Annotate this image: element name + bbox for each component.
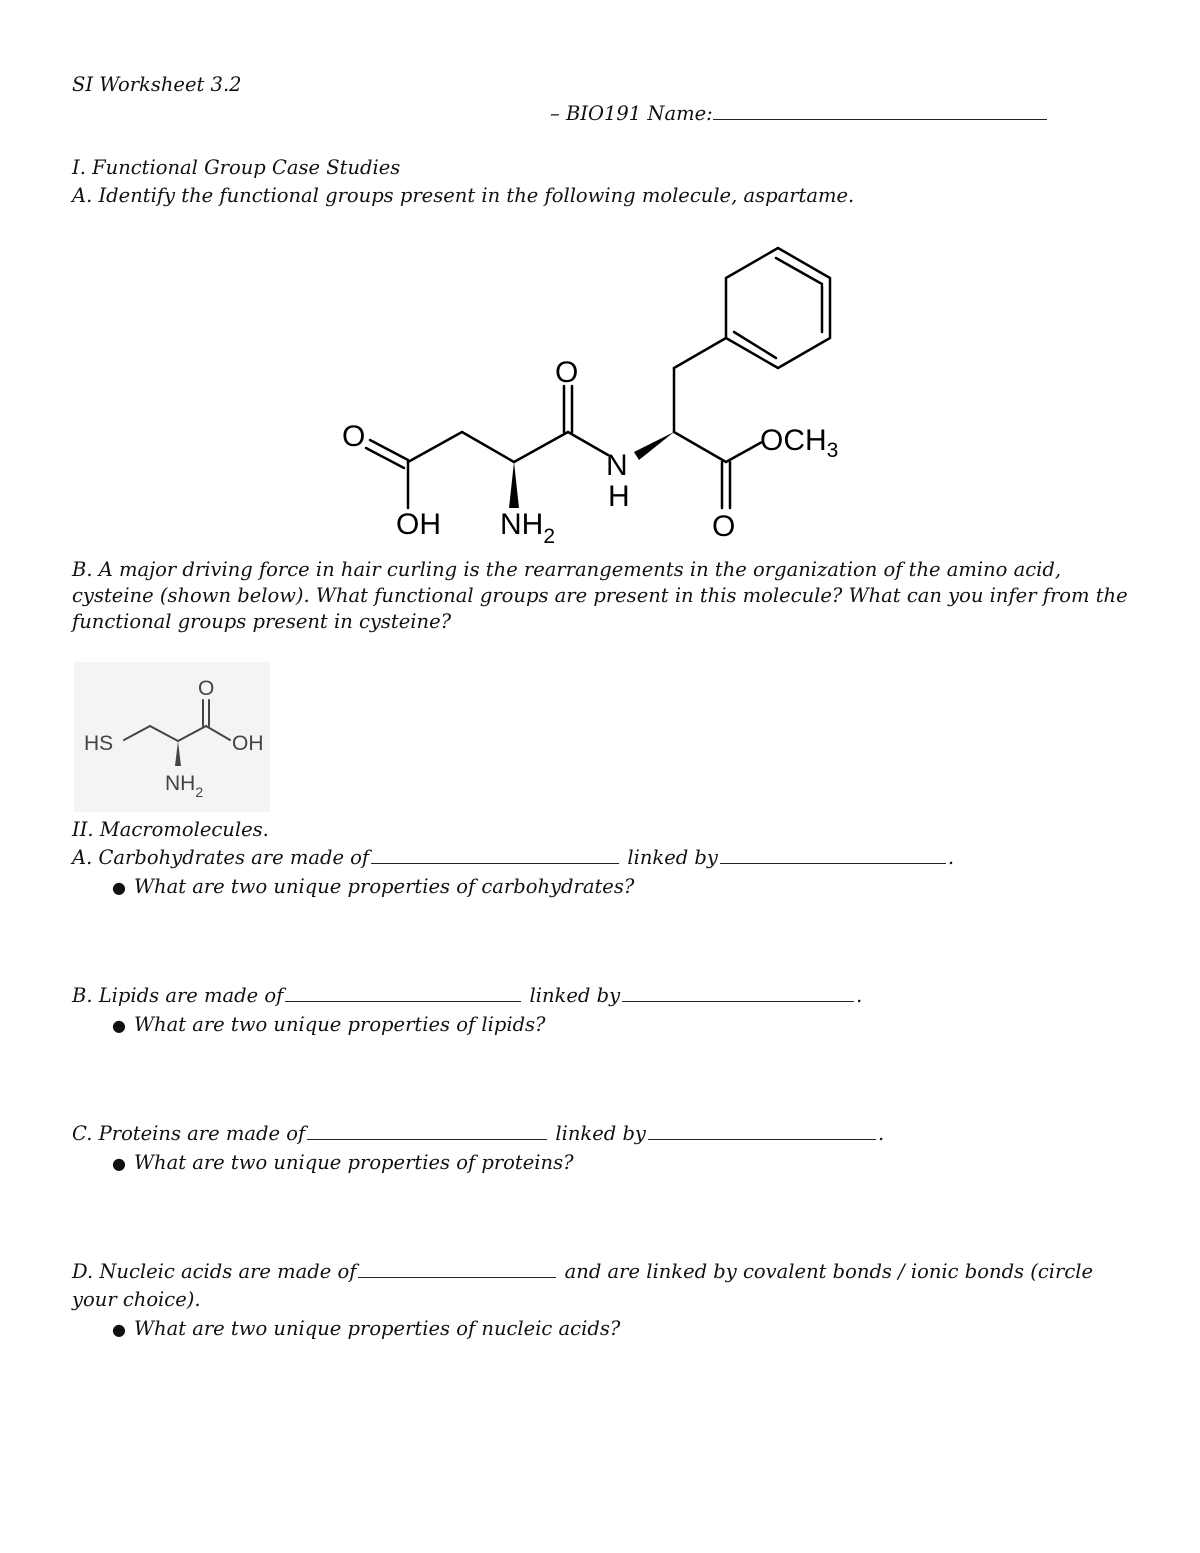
lipids-bond-blank[interactable] [622,983,854,1002]
question-b-line-2: cysteine (shown below). What functional groups are present in this molecule? What can you infer from the [72,584,1128,607]
proteins-bond-blank[interactable] [648,1121,876,1140]
lipids-period: . [856,984,863,1007]
bond-c-ca [150,726,178,741]
carbohydrates-line [72,845,954,871]
proteins-linked-label: linked by [555,1122,646,1145]
carbohydrates-linked-label: linked by [627,846,718,869]
atom-och3: $OCH_3$ [760,424,839,462]
proteins-question: What are two unique properties of proteins? [133,1151,574,1174]
bullet-icon: ● [112,1320,126,1339]
nucleic-acids-line [72,1259,1093,1285]
lipids-line [72,983,862,1009]
lipids-monomer-blank[interactable] [285,983,521,1002]
course-name-label: – BIO191 Name: [550,102,713,125]
carbohydrates-bond-blank[interactable] [720,845,946,864]
nucleic-acids-line-2: your choice). [72,1288,201,1311]
lipids-prefix: B. Lipids are made of [72,984,284,1007]
cysteine-oh: OH [232,732,264,755]
bond-ca-c [178,726,206,741]
nucleic-acids-bullet [112,1316,620,1343]
atom-o-left: O [342,420,366,453]
section-1-heading: I. Functional Group Case Studies [72,156,401,179]
bullet-icon: ● [112,1154,126,1173]
nucleic-acids-monomer-blank[interactable] [358,1259,556,1278]
proteins-line [72,1121,884,1147]
carbohydrates-prefix: A. Carbohydrates are made of [72,846,370,869]
bullet-icon: ● [112,1016,126,1035]
atom-o-bottom: O [712,510,736,543]
proteins-prefix: C. Proteins are made of [72,1122,306,1145]
question-b-line-1: B. A major driving force in hair curling is the rearrangements in the organization of the amino acid, [72,558,1062,581]
nucleic-acids-suffix: and are linked by covalent bonds / ionic bonds (circle [564,1260,1094,1283]
bullet-icon: ● [112,878,126,897]
bond-c-oh [206,726,230,740]
worksheet-title: SI Worksheet 3.2 [72,73,242,96]
lipids-question: What are two unique properties of lipids? [133,1013,546,1036]
lipids-linked-label: linked by [529,984,621,1007]
atom-n: N [606,449,628,482]
atom-o-top: O [555,356,579,389]
proteins-monomer-blank[interactable] [307,1121,547,1140]
nucleic-acids-question: What are two unique properties of nucleic acids? [133,1317,621,1340]
cysteine-o: O [198,677,215,700]
carbohydrates-bullet [112,874,634,901]
section-2-heading: II. Macromolecules. [72,818,269,841]
carbohydrates-question: What are two unique properties of carbohydrates? [133,875,635,898]
cysteine-hs: HS [84,732,114,755]
lipids-bullet [112,1012,546,1039]
atom-nh2: $NH_2$ [500,508,556,548]
carbohydrates-period: . [947,846,955,869]
cysteine-wedge [175,741,181,766]
proteins-period: . [877,1122,885,1145]
carbohydrates-monomer-blank[interactable] [371,845,619,864]
question-a-text: A. Identify the functional groups present in the following molecule, aspartame. [72,184,855,207]
question-b-line-3: functional groups present in cysteine? [72,610,452,633]
atom-h: H [608,480,630,513]
nucleic-acids-prefix: D. Nucleic acids are made of [72,1260,357,1283]
proteins-bullet [112,1150,574,1177]
bond-s-c [124,726,150,740]
atom-oh: OH [396,508,441,541]
cysteine-nh2: $NH_2$ [165,772,204,800]
